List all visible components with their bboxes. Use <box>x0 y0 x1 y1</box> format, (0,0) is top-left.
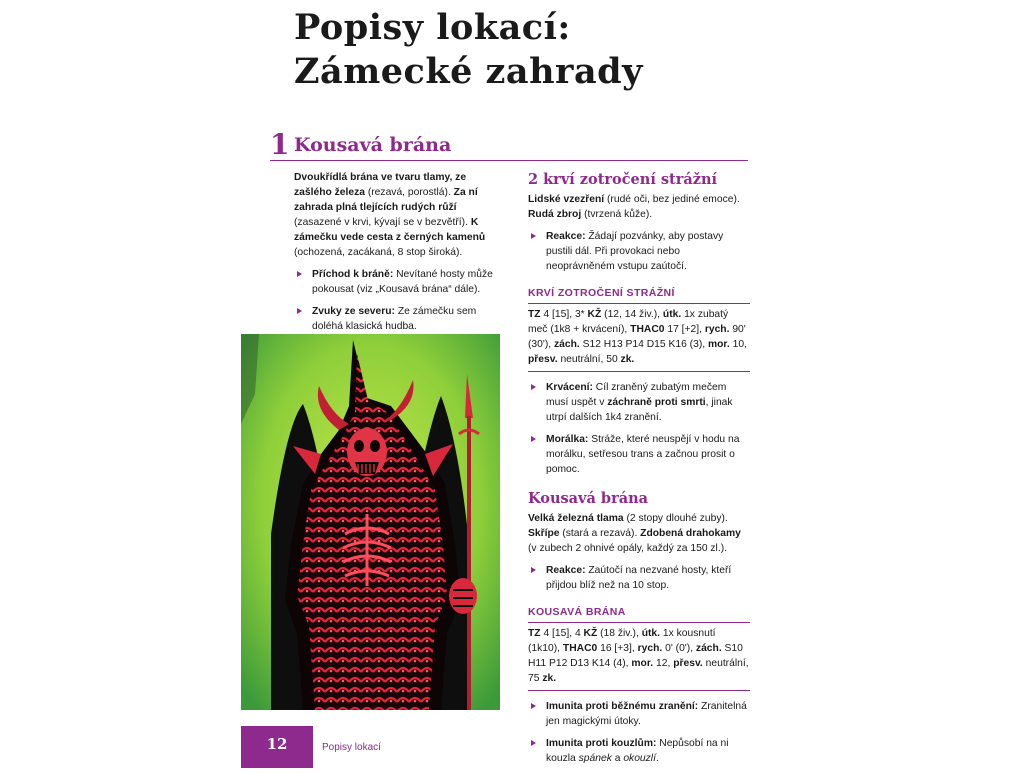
bullet-label: Morálka: <box>546 434 589 445</box>
bullet-label: Imunita proti běžnému zranění: <box>546 701 699 712</box>
gate-stats-heading: KOUSAVÁ BRÁNA <box>528 605 750 623</box>
gate-desc-text: (stará a rezavá). <box>559 528 641 539</box>
page-number: 12 <box>266 735 288 753</box>
bullet-sounds <box>294 304 506 334</box>
stat-value: 4 [15], 4 <box>540 628 584 639</box>
page-title-line2: Zámecké zahrady <box>294 51 643 92</box>
bullet-triangle-icon <box>531 436 536 442</box>
guards-description <box>528 192 750 222</box>
stat-key: zách. <box>695 643 722 654</box>
intro-text-4: (zasazené v krvi, kývají se v bezvětří). <box>294 217 471 228</box>
bullet-triangle-icon <box>531 703 536 709</box>
bullet-label: Příchod k bráně: <box>312 269 394 280</box>
gate-desc-bold: Skřípe <box>528 528 560 539</box>
intro-paragraph <box>294 170 506 260</box>
stat-key: zk. <box>542 673 557 684</box>
stat-value: 1x kousnutí (1k10), <box>528 628 716 654</box>
stat-key: THAC0 <box>630 324 665 335</box>
section-name: Kousavá brána <box>294 134 452 156</box>
bullet-text: Zranitelná jen magickými útoky. <box>546 701 747 727</box>
stat-value: S10 H11 P12 D13 K14 (4), <box>528 643 743 669</box>
stat-value: (18 živ.), <box>597 628 642 639</box>
gate-description <box>528 511 750 556</box>
bullet-triangle-icon <box>531 567 536 573</box>
stat-value: (12, 14 živ.), <box>601 309 663 320</box>
stat-key: mor. <box>631 658 654 669</box>
stat-key: rych. <box>637 643 663 654</box>
gate-stats-block <box>528 626 750 691</box>
bullet-text: Nepůsobí na ni kouzla <box>546 738 729 764</box>
stat-key: přesv. <box>673 658 703 669</box>
stat-value: 90' (30'), <box>528 324 746 350</box>
stat-key: KŽ <box>583 628 598 639</box>
guard-stats-block <box>528 307 750 372</box>
stat-key: přesv. <box>528 354 558 365</box>
bullet-text: Nevítané hosty může pokousat (viz „Kousavá brána“ dále). <box>312 269 493 295</box>
intro-bold-3: Za ní zahrada plná tlejících rudých růží <box>294 187 478 213</box>
bullet-italic-text: spánek <box>578 753 612 764</box>
bullet-text: , jinak utrpí dalších 1k4 zranění. <box>546 397 733 423</box>
stat-key: útk. <box>662 309 682 320</box>
gate-desc-text: (v zubech 2 ohnivé opály, každý za 150 zl.). <box>528 543 727 554</box>
bullet-triangle-icon <box>531 740 536 746</box>
immunity-spells-bullet <box>528 736 750 766</box>
bullet-bold-text: záchraně proti smrti <box>607 397 706 408</box>
bullet-triangle-icon <box>297 308 302 314</box>
bullet-triangle-icon <box>531 233 536 239</box>
bullet-text: Zaútočí na nezvané hosty, kteří přijdou blíž než na 10 stop. <box>546 565 732 591</box>
demon-guard-illustration <box>241 334 500 710</box>
gate-heading: Kousavá brána <box>528 490 649 507</box>
section-number: 1 <box>270 128 290 161</box>
stat-value: 0' (0'), <box>662 643 696 654</box>
intro-bold-5: K zámečku vede cesta z černých kamenů <box>294 217 486 243</box>
guard-stats-heading: KRVÍ ZOTROČENÍ STRÁŽNÍ <box>528 286 750 304</box>
immunity-damage-bullet <box>528 699 750 729</box>
bullet-label: Imunita proti kouzlům: <box>546 738 657 749</box>
gate-desc-text: (2 stopy dlouhé zuby). <box>623 513 728 524</box>
bullet-label: Reakce: <box>546 565 586 576</box>
bleeding-bullet <box>528 380 750 425</box>
stat-key: rych. <box>704 324 730 335</box>
stat-key: zk. <box>620 354 635 365</box>
section-heading <box>270 130 748 161</box>
right-column <box>528 172 750 773</box>
gate-reaction-bullet <box>528 563 750 593</box>
bullet-italic-text: okouzlí <box>623 753 656 764</box>
stat-value: neutrální, 75 <box>528 658 749 684</box>
stat-value: 17 [+2], <box>664 324 705 335</box>
guards-desc-text-2: (rudé oči, bez jediné emoce). <box>604 194 740 205</box>
stat-value: 1x zubatý meč (1k8 + krvácení), <box>528 309 729 335</box>
bullet-label: Zvuky ze severu: <box>312 306 395 317</box>
stat-key: TZ <box>528 628 541 639</box>
guards-desc-bold-1: Lidské vzezření <box>528 194 605 205</box>
bullet-text: Žádají pozvánky, aby postavy pustili dál. Při provokaci nebo neoprávněném vstupu zaútočí. <box>546 231 724 272</box>
bullet-triangle-icon <box>531 384 536 390</box>
intro-text-2: (rezavá, porostlá). <box>364 187 454 198</box>
gate-desc-bold: Velká železná tlama <box>528 513 624 524</box>
left-column <box>294 170 506 341</box>
stat-key: útk. <box>641 628 661 639</box>
page-title-line1: Popisy lokací: <box>294 7 571 48</box>
page-title <box>294 6 643 94</box>
stat-value: 4 [15], 3* <box>540 309 588 320</box>
stat-value: 12, <box>653 658 674 669</box>
stat-key: KŽ <box>587 309 602 320</box>
bullet-text: . <box>655 753 659 764</box>
guards-desc-text-4: (tvrzená kůže). <box>581 209 653 220</box>
stat-key: THAC0 <box>562 643 598 654</box>
bullet-approach <box>294 267 506 297</box>
bullet-text: Ze zámečku sem doléhá klasická hudba. <box>312 306 477 332</box>
stat-key: zách. <box>554 339 580 350</box>
intro-bold-1: Dvoukřídlá brána ve tvaru tlamy, ze zašlého železa <box>294 172 467 198</box>
stat-value: 10, <box>729 339 747 350</box>
bullet-text: Cíl zraněný zubatým mečem musí uspět v <box>546 382 727 408</box>
guards-heading: 2 krví zotročení strážní <box>528 171 718 188</box>
guards-desc-bold-3: Rudá zbroj <box>528 209 582 220</box>
stat-key: TZ <box>528 309 541 320</box>
intro-text-6: (ochozená, zacákaná, 8 stop široká). <box>294 247 463 258</box>
bullet-text: a <box>611 753 624 764</box>
gate-desc-bold: Zdobená drahokamy <box>640 528 741 539</box>
stat-key: mor. <box>707 339 730 350</box>
stat-value: S12 H13 P14 D15 K16 (3), <box>579 339 708 350</box>
stat-value: neutrální, 50 <box>557 354 621 365</box>
bullet-text: Stráže, které neuspějí v hodu na morálku, setřesou trans a začnou prosit o pomoc. <box>546 434 740 475</box>
bullet-triangle-icon <box>297 271 302 277</box>
bullet-label: Reakce: <box>546 231 586 242</box>
footer-chapter-label: Popisy lokací <box>322 742 381 753</box>
stat-value: 16 [+3], <box>597 643 638 654</box>
bullet-label: Krvácení: <box>546 382 593 393</box>
page-number-box <box>241 726 313 768</box>
guards-reaction-bullet <box>528 229 750 274</box>
morale-bullet <box>528 432 750 477</box>
